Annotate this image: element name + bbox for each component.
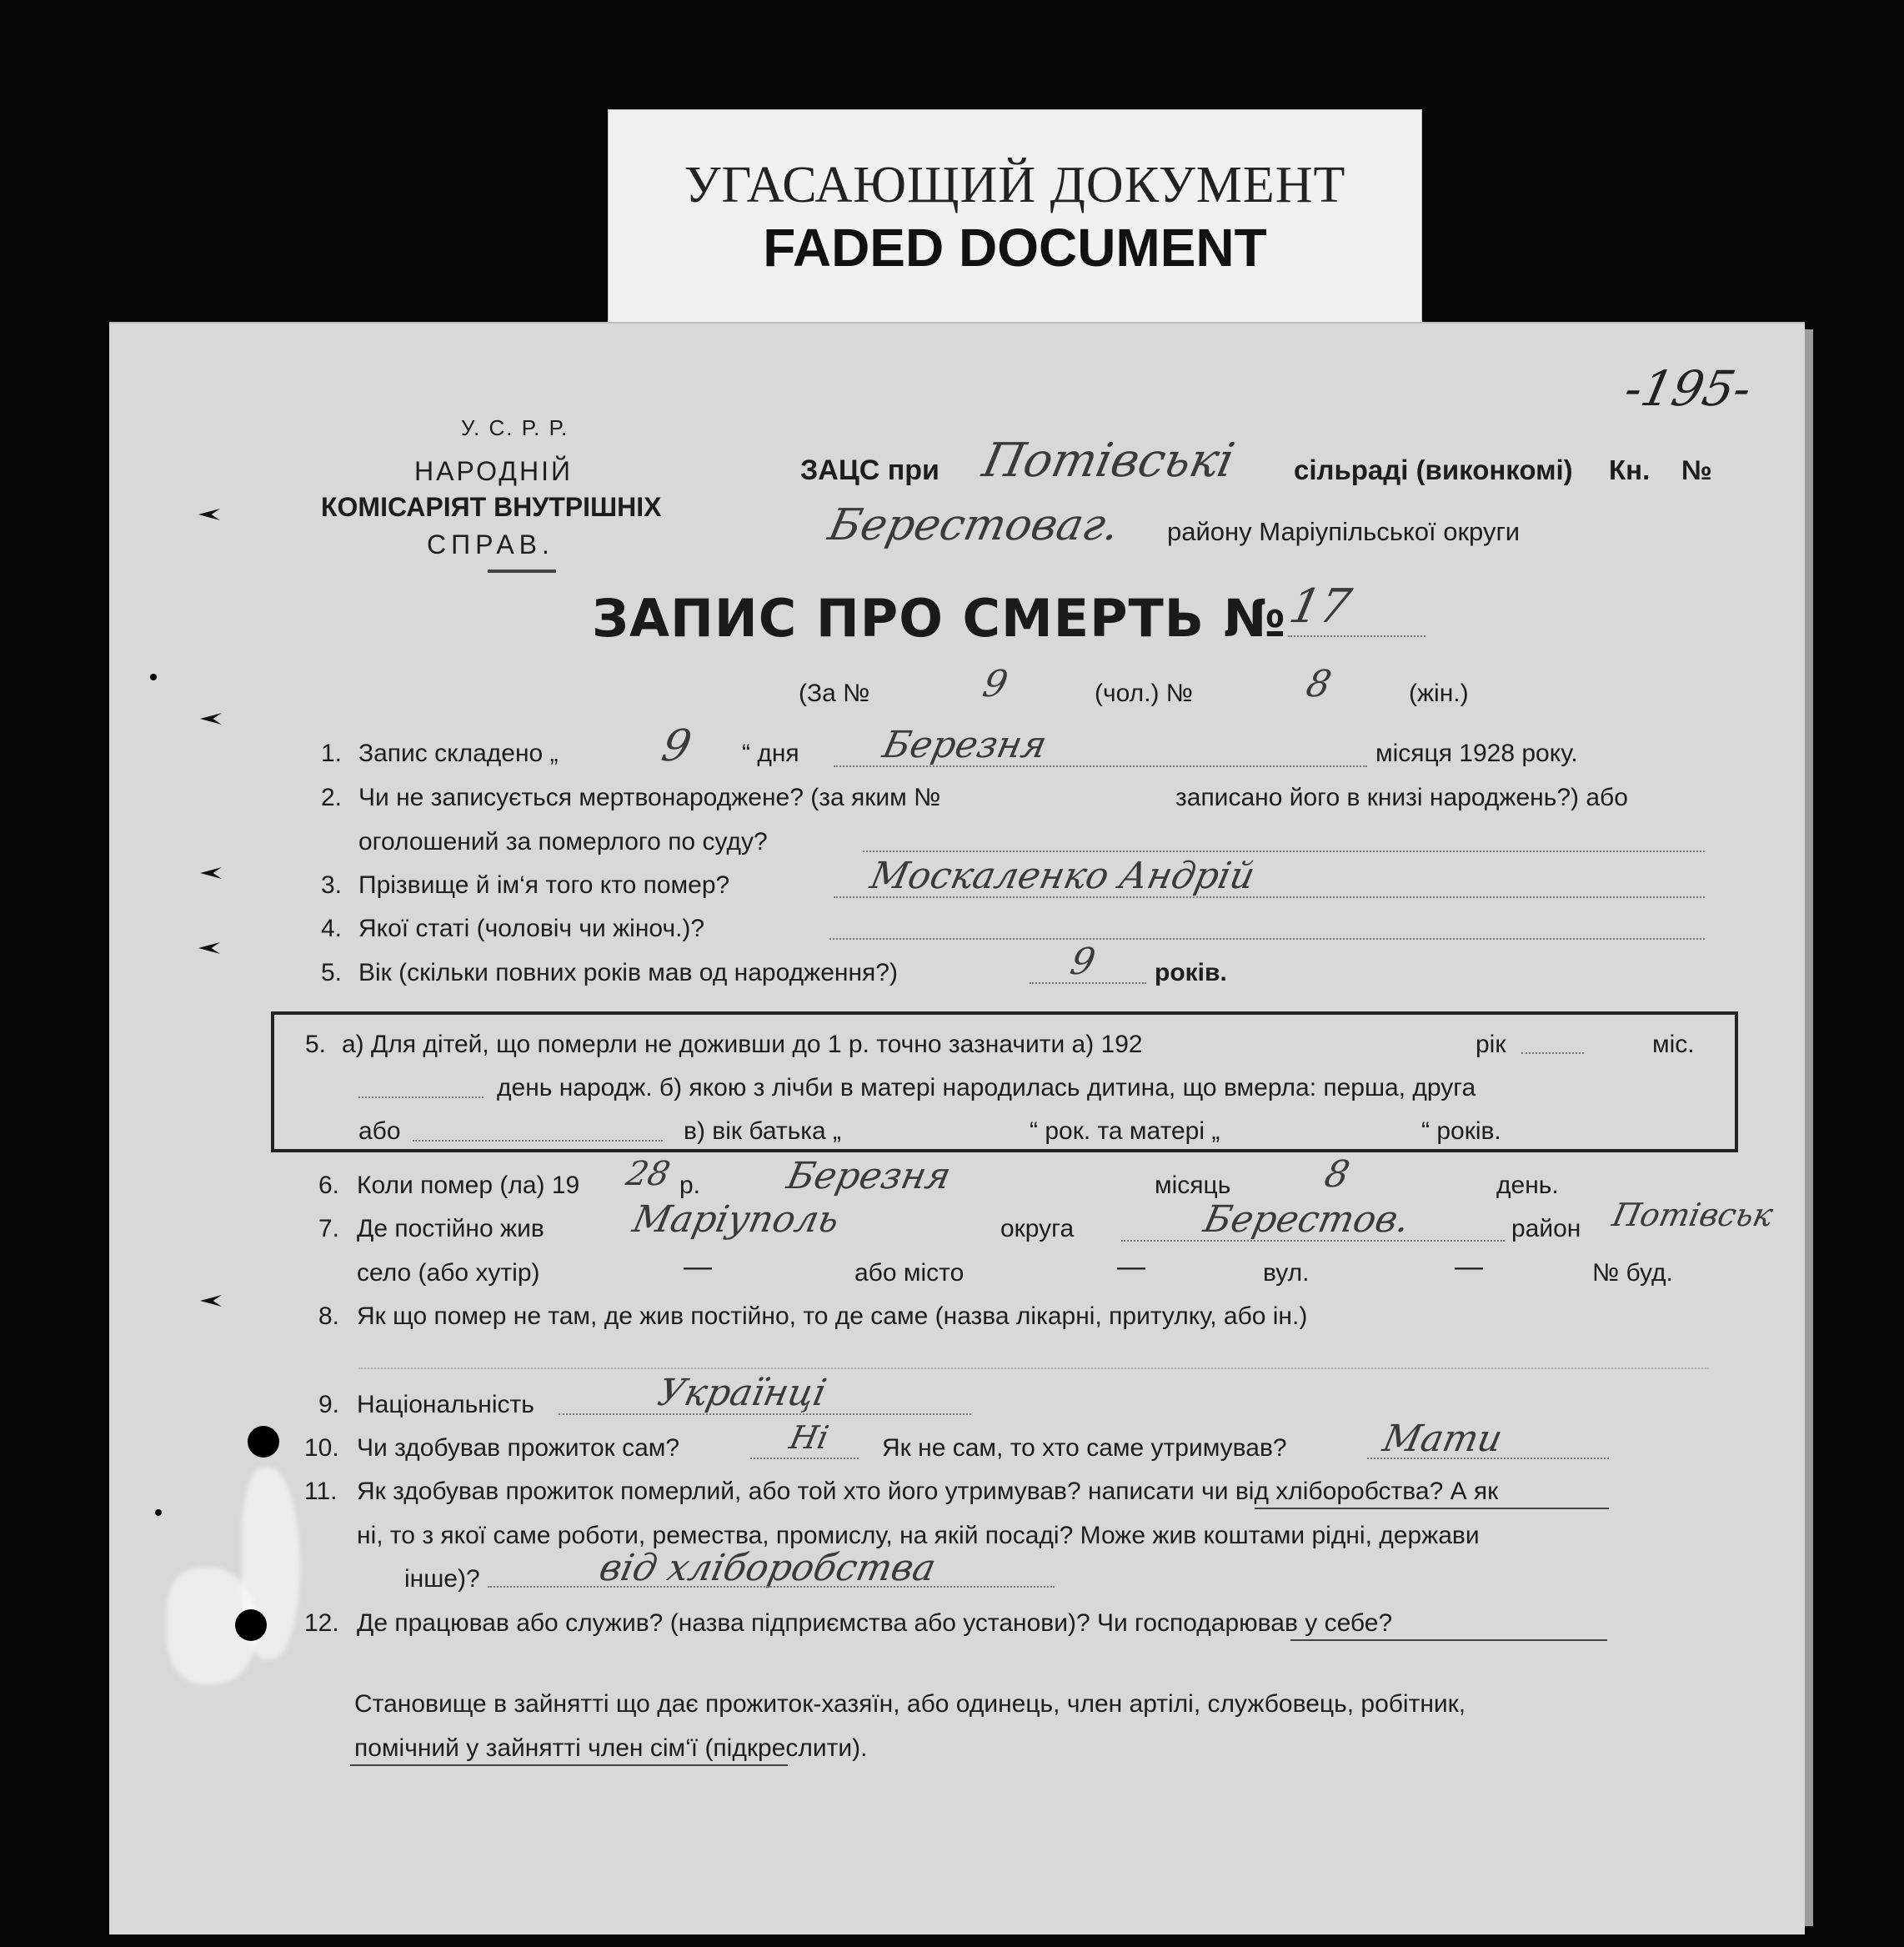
q5a-order-line (413, 1140, 663, 1142)
q7-label-selo: село (або хутір) (357, 1259, 540, 1287)
q1-label: Запис складено „ (358, 740, 559, 767)
q7-dash-selo: — (684, 1251, 712, 1282)
q3-number: 3. (321, 871, 343, 899)
binding-hole (248, 1426, 279, 1458)
q5a-mother-age: “ рок. та матері „ (1030, 1117, 1220, 1145)
q5a-day-line (358, 1096, 484, 1098)
q8-answer-line (358, 1367, 1709, 1369)
q5a-father-age: в) вік батька „ (684, 1117, 842, 1145)
q7-number: 7. (318, 1215, 340, 1242)
q2-label-b: записано його в книзі народжень?) або (1175, 784, 1628, 811)
q6-label-month: місяць (1155, 1172, 1231, 1199)
q3-label: Прізвище й ім‘я того кто помер? (358, 871, 730, 899)
q1-number: 1. (321, 740, 343, 767)
q1-day: 9 (657, 721, 696, 771)
header-narodnii: НАРОДНІЙ (414, 456, 573, 486)
record-number-line (1288, 635, 1425, 637)
q5a-line1: а) Для дітей, що померли не доживши до 1 р. точно зазначити а) 192 (342, 1031, 1143, 1058)
q12-underline (1290, 1639, 1607, 1641)
zags-number-sign: № (1681, 454, 1712, 485)
q3-answer: Москаленко Андрій (866, 855, 1259, 897)
q5a-number: 5. (305, 1031, 327, 1058)
header-komisariat: КОМІСАРІЯТ ВНУТРІШНІХ (321, 492, 662, 522)
q5a-ili: або (358, 1117, 401, 1145)
label-english: FADED DOCUMENT (763, 218, 1267, 278)
q7-dash-vul: — (1455, 1251, 1483, 1282)
q11-number: 11. (304, 1478, 338, 1505)
q11-answer-line (488, 1586, 1055, 1588)
q6-year: 28 (623, 1155, 674, 1193)
binding-dot (150, 674, 157, 680)
faded-document-label (608, 109, 1422, 324)
q7-raion-line (1121, 1240, 1505, 1242)
q5-label: Вік (скільки повних років мав од народження?) (358, 959, 898, 986)
q10-label: Чи здобував прожиток сам? (357, 1434, 680, 1462)
q10-label-b: Як не сам, то хто саме утримував? (882, 1434, 1287, 1462)
page-number: -195- (1619, 360, 1757, 417)
q3-answer-line (834, 896, 1705, 898)
zags-village: Потівські (978, 434, 1240, 488)
zags-district-suffix: району Маріупільської округи (1167, 517, 1521, 546)
record-number: 17 (1285, 580, 1356, 634)
q2-number: 2. (321, 784, 343, 811)
q7-okruha: Маріуполь (629, 1198, 844, 1241)
q1-month-line (834, 765, 1367, 767)
q1-month: Березня (879, 724, 1051, 766)
binding-hole (235, 1609, 267, 1641)
q7-label-okruha: округа (1000, 1215, 1075, 1242)
q6-label-day: день. (1496, 1172, 1559, 1199)
q8-number: 8. (318, 1302, 340, 1330)
q5-number: 5. (321, 959, 343, 986)
q10-answer-self: Ні (786, 1419, 832, 1456)
q4-answer-line (829, 938, 1705, 940)
sub-za: (За № (799, 680, 870, 707)
sub-male-number: 9 (979, 663, 1012, 705)
q10-answer-who-line (1367, 1458, 1609, 1459)
q6-label-r: р. (679, 1172, 701, 1199)
q6-number: 6. (318, 1172, 340, 1199)
q9-answer-line (559, 1413, 971, 1415)
q10-answer-self-line (750, 1458, 859, 1459)
q7-label: Де постійно жив (357, 1215, 544, 1242)
status-line2: помічний у зайнятті член сім‘ї (підкреслити). (354, 1734, 868, 1762)
q11-line2: ні, то з якої саме роботи, ремества, промислу, на якій посаді? Може жив коштами рідні, держави (357, 1522, 1480, 1549)
q1-label-month: місяця 1928 року. (1375, 740, 1578, 767)
q7-raion: Берестов. (1200, 1198, 1414, 1241)
q7-label-raion: район (1511, 1215, 1581, 1242)
q5a-year-label: рік (1476, 1031, 1506, 1058)
q11-line1: Як здобував прожиток померлий, або той хто його утримував? написати чи від хліборобства? А як (357, 1478, 1499, 1505)
q7-label-misto: або місто (854, 1259, 965, 1287)
q5-label-years: років. (1155, 959, 1227, 986)
binding-dot (155, 1509, 162, 1516)
q7-dash-misto: — (1117, 1251, 1145, 1282)
q9-answer: Українці (654, 1372, 830, 1414)
q2-label-c: оголошений за померлого по суду? (358, 828, 768, 856)
q5-answer-line (1030, 982, 1146, 984)
q9-label: Національність (357, 1391, 534, 1418)
q4-label: Якої статі (чоловіч чи жіноч.)? (358, 915, 705, 942)
status-underline (350, 1764, 788, 1766)
header-rule (488, 570, 556, 573)
sheet-edge (1805, 329, 1813, 1926)
q7-village: Потівськ (1609, 1197, 1776, 1233)
q2-label: Чи не записується мертвонароджене? (за яким № (358, 784, 941, 811)
q4-number: 4. (321, 915, 343, 942)
header-ussr: У. С. Р. Р. (461, 415, 569, 440)
q5a-years-label: “ років. (1421, 1117, 1501, 1145)
q1-label-day: “ дня (742, 740, 799, 767)
zags-book: Кн. (1609, 454, 1651, 485)
q5a-line2: день народж. б) якою з лічби в матері народилась дитина, що вмерла: перша, друга (497, 1074, 1476, 1101)
status-line1: Становище в зайнятті що дає прожиток-хазяїн, або одинець, член артілі, службовець, робітник, (354, 1690, 1466, 1718)
q2-answer-line (863, 851, 1705, 852)
q11-answer: від хліборобства (595, 1547, 939, 1589)
q6-label: Коли помер (ла) 19 (357, 1172, 580, 1199)
q6-month: Березня (783, 1155, 955, 1197)
q11-line3: інше)? (404, 1565, 480, 1593)
sub-female-number: 8 (1302, 663, 1335, 705)
q9-number: 9. (318, 1391, 340, 1418)
q7-label-bud: № буд. (1592, 1259, 1673, 1287)
q10-answer-who: Мати (1379, 1418, 1506, 1460)
q12-number: 12. (304, 1609, 339, 1637)
zags-prefix: ЗАЦС при (800, 454, 939, 486)
label-russian: УГАСАЮЩИЙ ДОКУМЕНТ (684, 157, 1346, 213)
zags-district: Берестоваг. (824, 500, 1125, 550)
q12-label: Де працював або служив? (назва підприємства або установи)? Чи господарював у себе? (357, 1609, 1393, 1637)
zags-suffix: сільраді (виконкомі) (1294, 454, 1573, 485)
q10-number: 10. (304, 1434, 339, 1462)
sub-chol: (чол.) № (1095, 680, 1193, 707)
q5-answer: 9 (1066, 941, 1100, 983)
q6-day: 8 (1320, 1153, 1354, 1196)
header-sprav: СПРАВ. (427, 529, 554, 560)
q5a-month-label: міс. (1652, 1031, 1695, 1058)
q8-label: Як що помер не там, де жив постійно, то де саме (назва лікарні, притулку, або ін.) (357, 1302, 1308, 1330)
q7-label-vul: вул. (1263, 1259, 1310, 1287)
sub-zhin: (жін.) (1409, 680, 1469, 707)
q11-underline (1255, 1508, 1609, 1509)
record-title: ЗАПИС ПРО СМЕРТЬ № (592, 588, 1287, 649)
q5a-year-line (1521, 1052, 1584, 1054)
